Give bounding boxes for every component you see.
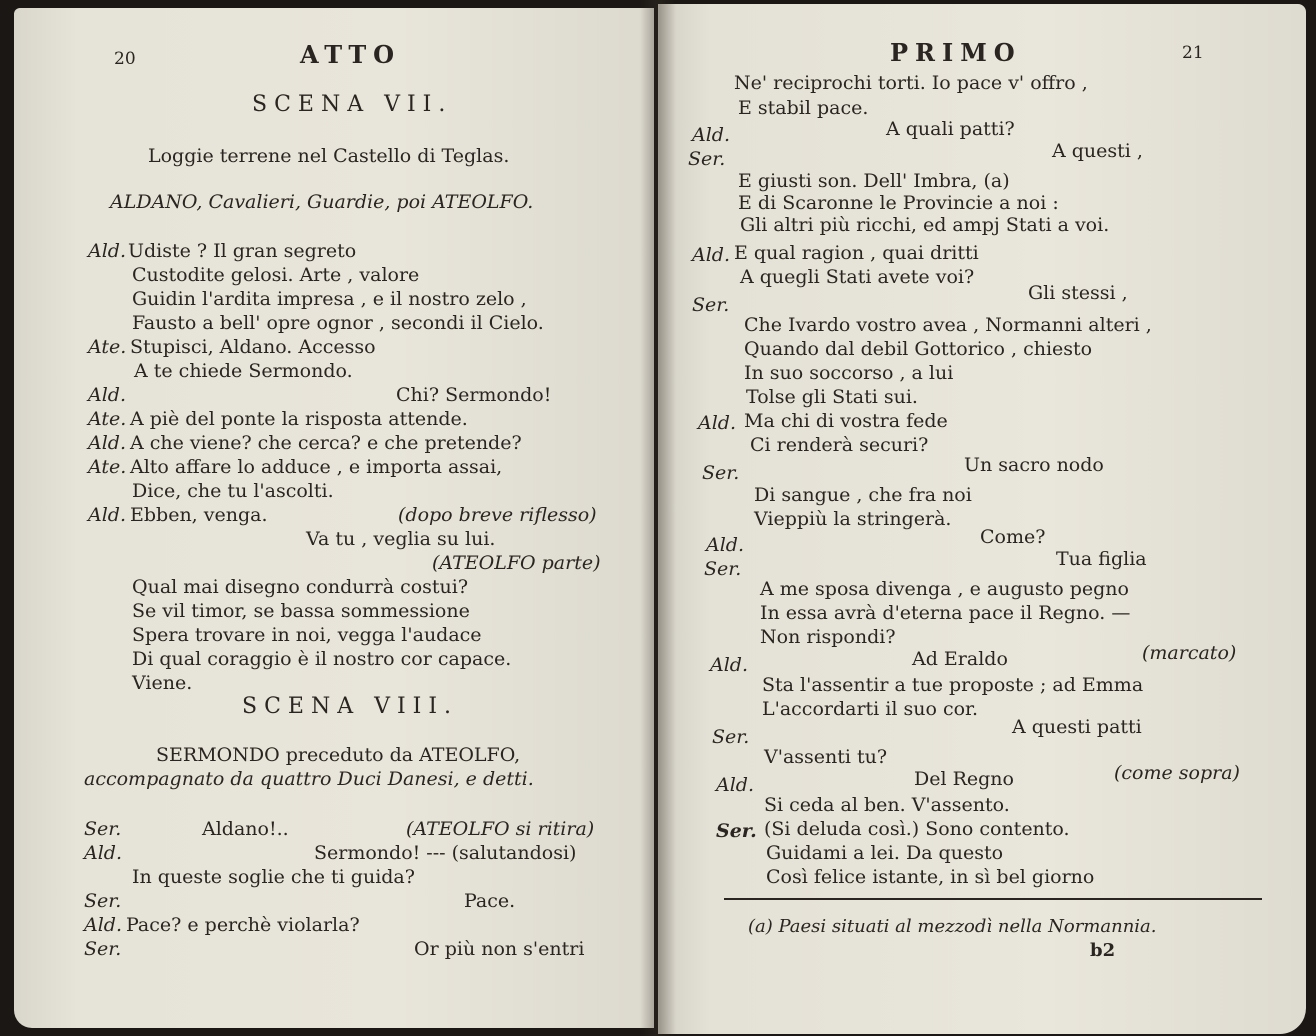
- speaker-label: Ser.: [716, 820, 757, 842]
- verse-line: Del Regno: [914, 768, 1014, 790]
- speaker-label: Ald.: [88, 240, 126, 262]
- scene-title: SCENA VII.: [252, 92, 453, 117]
- speaker-label: Ser.: [702, 462, 740, 484]
- verse-line: Chi? Sermondo!: [396, 384, 552, 406]
- speaker-label: Ser.: [688, 148, 726, 170]
- verse-line: V'assenti tu?: [764, 746, 888, 768]
- stage-direction: (dopo breve riflesso): [398, 504, 597, 526]
- footnote-rule: [724, 898, 1262, 900]
- speaker-label: Ald.: [692, 124, 730, 146]
- running-head: PRIMO: [890, 38, 1022, 67]
- speaker-label: Ald.: [692, 244, 730, 266]
- stage-direction: (come sopra): [1114, 762, 1240, 784]
- verse-line: Si ceda al ben. V'assento.: [764, 794, 1010, 816]
- verse-line: Tua figlia: [1056, 548, 1147, 570]
- speaker-label: Ald.: [88, 504, 126, 526]
- verse-line: Non rispondi?: [760, 626, 896, 648]
- verse-line: Qual mai disegno condurrà costui?: [132, 576, 469, 598]
- verse-line: Va tu , veglia su lui.: [306, 528, 496, 550]
- stage-direction: (ATEOLFO parte): [432, 552, 601, 574]
- left-page: [14, 8, 654, 1028]
- verse-line: Tolse gli Stati sui.: [746, 386, 918, 408]
- verse-line: Gli altri più ricchi, ed ampj Stati a voi.: [740, 214, 1110, 236]
- verse-line: Udiste ? Il gran segreto: [128, 240, 357, 262]
- verse-line: Ad Eraldo: [912, 648, 1008, 670]
- verse-line: Pace.: [464, 890, 516, 912]
- verse-line: A te chiede Sermondo.: [134, 360, 353, 382]
- verse-line: Custodite gelosi. Arte , valore: [132, 264, 420, 286]
- speaker-label: Ser.: [84, 938, 122, 960]
- verse-line: In queste soglie che ti guida?: [132, 866, 415, 888]
- verse-line: A piè del ponte la risposta attende.: [130, 408, 468, 430]
- verse-line: Che Ivardo vostro avea , Normanni alteri ,: [744, 314, 1152, 336]
- speaker-label: Ald.: [716, 774, 754, 796]
- speaker-label: Ald.: [710, 654, 748, 676]
- verse-line: Guidin l'ardita impresa , e il nostro zelo ,: [132, 288, 527, 310]
- footnote: (a) Paesi situati al mezzodì nella Normannia.: [748, 916, 1157, 937]
- verse-line: Stupisci, Aldano. Accesso: [130, 336, 376, 358]
- verse-line: Ebben, venga.: [130, 504, 268, 526]
- scene-characters: SERMONDO preceduto da ATEOLFO,: [156, 744, 521, 766]
- verse-line: A che viene? che cerca? e che pretende?: [130, 432, 522, 454]
- scene-characters: ALDANO, Cavalieri, Guardie, poi ATEOLFO.: [110, 191, 534, 213]
- verse-line: Come?: [980, 526, 1046, 548]
- verse-line: Dice, che tu l'ascolti.: [132, 480, 334, 502]
- verse-line: Ma chi di vostra fede: [744, 410, 948, 432]
- verse-line: Un sacro nodo: [964, 454, 1104, 476]
- verse-line: In essa avrà d'eterna pace il Regno. —: [760, 602, 1131, 624]
- verse-line: Pace? e perchè violarla?: [126, 914, 360, 936]
- verse-line: Fausto a bell' opre ognor , secondi il Cielo.: [132, 312, 544, 334]
- verse-line: E stabil pace.: [738, 97, 869, 119]
- verse-line: A questi ,: [1052, 140, 1143, 162]
- page-number: 21: [1182, 43, 1204, 63]
- stage-direction: (ATEOLFO si ritira): [406, 818, 595, 840]
- scene-title: SCENA VIII.: [242, 694, 459, 719]
- verse-line: Spera trovare in noi, vegga l'audace: [132, 624, 482, 646]
- stage-direction: (marcato): [1142, 642, 1237, 664]
- speaker-label: Ser.: [84, 890, 122, 912]
- verse-line: E di Scaronne le Provincie a noi :: [738, 192, 1059, 214]
- verse-line: Sermondo! --- (salutandosi): [314, 842, 577, 864]
- verse-line: Di sangue , che fra noi: [754, 484, 972, 506]
- signature-mark: b2: [1090, 940, 1116, 961]
- speaker-label: Ald.: [698, 412, 736, 434]
- verse-line: A me sposa divenga , e augusto pegno: [760, 578, 1129, 600]
- verse-line: A quali patti?: [886, 118, 1015, 140]
- speaker-label: Ser.: [84, 818, 122, 840]
- speaker-label: Ald.: [706, 534, 744, 556]
- verse-line: In suo soccorso , a lui: [744, 362, 954, 384]
- verse-line: L'accordarti il suo cor.: [762, 698, 979, 720]
- page-number: 20: [114, 49, 136, 69]
- speaker-label: Ald.: [88, 432, 126, 454]
- scene-setting: Loggie terrene nel Castello di Teglas.: [148, 145, 510, 167]
- verse-line: Così felice istante, in sì bel giorno: [766, 866, 1095, 888]
- verse-line: A questi patti: [1012, 716, 1142, 738]
- verse-line: Aldano!..: [202, 818, 289, 840]
- verse-line: (Si deluda così.) Sono contento.: [764, 818, 1070, 840]
- verse-line: Or più non s'entri: [414, 938, 585, 960]
- verse-line: E giusti son. Dell' Imbra, (a): [738, 170, 1010, 192]
- verse-line: Di qual coraggio è il nostro cor capace.: [132, 648, 512, 670]
- verse-line: Ci renderà securi?: [750, 434, 929, 456]
- speaker-label: Ate.: [88, 456, 127, 478]
- running-head: ATTO: [300, 40, 402, 69]
- book-gutter: [640, 0, 676, 1036]
- speaker-label: Ald.: [84, 914, 122, 936]
- verse-line: Vieppiù la stringerà.: [754, 508, 952, 530]
- verse-line: Alto affare lo adduce , e importa assai,: [130, 456, 503, 478]
- speaker-label: Ser.: [704, 558, 742, 580]
- scene-characters: accompagnato da quattro Duci Danesi, e detti.: [84, 768, 534, 790]
- speaker-label: Ate.: [88, 408, 127, 430]
- speaker-label: Ser.: [692, 294, 730, 316]
- right-page: [658, 4, 1306, 1034]
- verse-line: E qual ragion , quai dritti: [734, 242, 979, 264]
- speaker-label: Ald.: [88, 384, 126, 406]
- verse-line: Ne' reciprochi torti. Io pace v' offro ,: [734, 72, 1088, 94]
- verse-line: Quando dal debil Gottorico , chiesto: [744, 338, 1093, 360]
- speaker-label: Ser.: [712, 726, 750, 748]
- verse-line: A quegli Stati avete voi?: [740, 266, 975, 288]
- speaker-label: Ald.: [84, 842, 122, 864]
- verse-line: Sta l'assentir a tue proposte ; ad Emma: [762, 674, 1144, 696]
- speaker-label: Ate.: [88, 336, 127, 358]
- verse-line: Se vil timor, se bassa sommessione: [132, 600, 470, 622]
- verse-line: Viene.: [132, 672, 193, 694]
- verse-line: Gli stessi ,: [1028, 282, 1128, 304]
- verse-line: Guidami a lei. Da questo: [766, 842, 1004, 864]
